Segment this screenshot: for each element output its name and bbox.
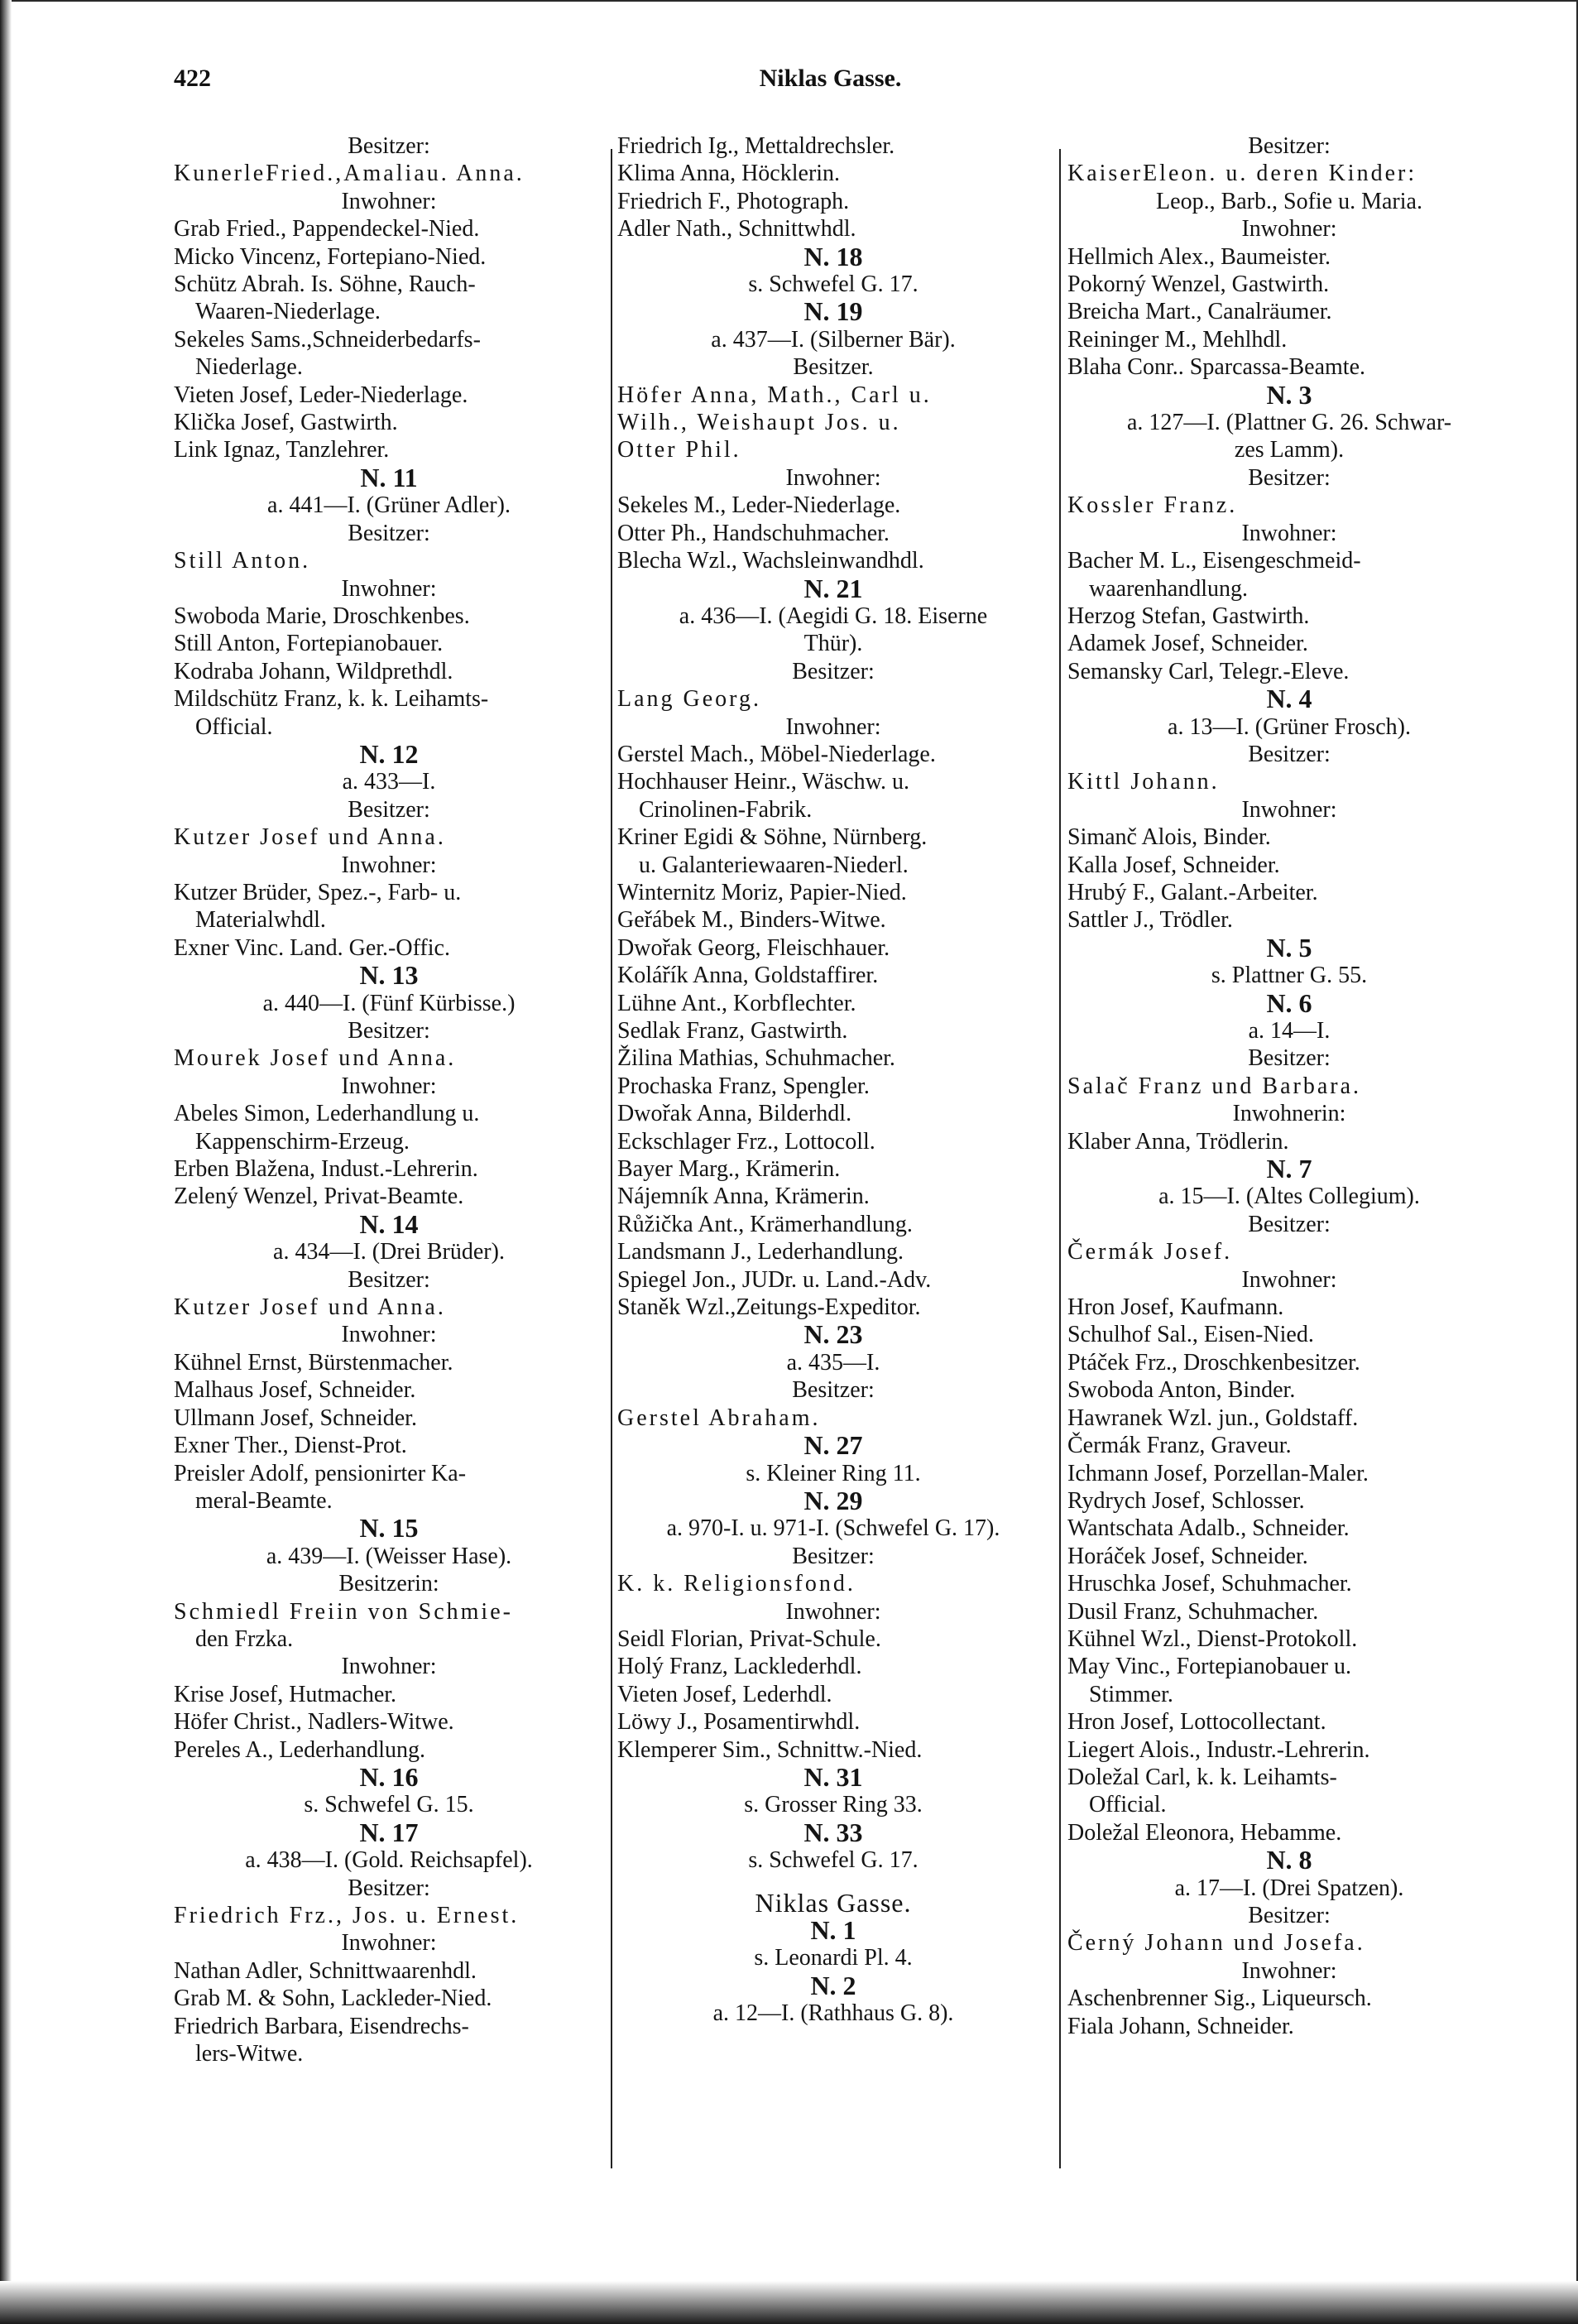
directory-entry: Semansky Carl, Telegr.-Eleve. (1067, 658, 1350, 684)
directory-entry: Grab Fried., Pappendeckel-Nied. (174, 216, 480, 242)
street-heading: Niklas Gasse. (755, 1887, 912, 1918)
directory-entry: Swoboda Marie, Droschkenbes. (174, 603, 470, 629)
house-number-heading: N. 2 (810, 1970, 856, 2000)
directory-entry: Breicha Mart., Canalräumer. (1067, 299, 1332, 325)
directory-subheading: Inwohner: (785, 713, 881, 740)
directory-entry: Mildschütz Franz, k. k. Leihamts- (174, 686, 489, 713)
house-number-heading: N. 29 (803, 1485, 863, 1515)
directory-entry: Adler Nath., Schnittwhdl. (617, 216, 856, 242)
directory-entry: Löwy J., Posamentirwhdl. (617, 1709, 861, 1736)
directory-entry: Wantschata Adalb., Schneider. (1067, 1515, 1350, 1542)
directory-entry: Dwořak Georg, Fleischhauer. (617, 934, 890, 961)
house-number-heading: N. 31 (803, 1761, 863, 1792)
directory-subheading: a. 970-I. u. 971-I. (Schwefel G. 17). (666, 1515, 1000, 1542)
directory-subheading: Besitzer: (348, 1018, 430, 1044)
house-number-heading: N. 21 (803, 573, 863, 603)
directory-entry: Dwořak Anna, Bilderhdl. (617, 1101, 852, 1127)
house-number-heading: N. 3 (1266, 379, 1312, 410)
directory-entry: Pereles A., Lederhandlung. (174, 1736, 426, 1763)
owner-entry: K. k. Religionsfond. (617, 1571, 856, 1597)
running-header (174, 65, 1487, 103)
owner-entry: KunerleFried.,Amaliau. Anna. (174, 161, 525, 187)
directory-subheading: s. Schwefel G. 17. (748, 1847, 919, 1874)
directory-subheading: Besitzer: (1248, 133, 1331, 159)
directory-entry: Höfer Christ., Nadlers-Witwe. (174, 1709, 454, 1736)
directory-subheading: Inwohner: (341, 1930, 437, 1957)
directory-entry: Abeles Simon, Lederhandlung u. (174, 1101, 480, 1127)
directory-subheading: Inwohner: (341, 852, 437, 878)
house-number-heading: N. 27 (803, 1430, 863, 1461)
directory-entry: Klemperer Sim., Schnittw.-Nied. (617, 1736, 923, 1763)
directory-entry: Čermák Franz, Graveur. (1067, 1433, 1292, 1459)
house-number-heading: N. 23 (803, 1319, 863, 1350)
entry-continuation: Kappenschirm-Erzeug. (195, 1128, 410, 1155)
directory-entry: Swoboda Anton, Binder. (1067, 1377, 1296, 1404)
directory-entry: Still Anton, Fortepianobauer. (174, 631, 444, 657)
directory-entry: Liegert Alois., Industr.-Lehrerin. (1067, 1736, 1370, 1763)
owner-entry: KaiserEleon. u. deren Kinder: (1067, 161, 1417, 187)
directory-subheading: Inwohner: (1241, 1957, 1337, 1984)
directory-subheading: Besitzer: (1248, 741, 1331, 767)
directory-entry: Simanč Alois, Binder. (1067, 824, 1271, 851)
directory-subheading: a. 15—I. (Altes Collegium). (1158, 1184, 1420, 1210)
directory-subheading: a. 14—I. (1248, 1018, 1331, 1044)
directory-entry: Dusil Franz, Schuhmacher. (1067, 1598, 1319, 1625)
column-left (174, 132, 604, 2177)
house-number-heading: N. 18 (803, 241, 863, 271)
directory-entry: Herzog Stefan, Gastwirth. (1067, 603, 1310, 629)
entry-continuation: Crinolinen-Fabrik. (639, 796, 813, 823)
entry-continuation: Niederlage. (195, 354, 303, 381)
directory-subheading: a. 437—I. (Silberner Bär). (711, 326, 956, 353)
directory-entry: Sekeles Sams.,Schneiderbedarfs- (174, 326, 481, 353)
directory-subheading: Besitzerin: (338, 1571, 439, 1597)
directory-subheading: Inwohnerin: (1232, 1101, 1346, 1127)
house-number-heading: N. 7 (1266, 1154, 1312, 1184)
directory-entry: Exner Ther., Dienst-Prot. (174, 1433, 407, 1459)
directory-subheading: zes Lamm). (1234, 437, 1345, 463)
house-number-heading: N. 17 (359, 1817, 419, 1847)
owner-entry: Otter Phil. (617, 437, 741, 463)
directory-entry: Sedlak Franz, Gastwirth. (617, 1018, 848, 1044)
directory-subheading: Inwohner: (1241, 1266, 1337, 1293)
directory-subheading: Besitzer: (348, 1875, 430, 1901)
directory-entry: Krise Josef, Hutmacher. (174, 1681, 397, 1707)
house-number-heading: N. 19 (803, 296, 863, 327)
column-rule (1059, 149, 1061, 2168)
directory-subheading: Inwohner: (341, 1654, 437, 1680)
owner-entry: Lang Georg. (617, 686, 761, 713)
street-title: Niklas Gasse. (759, 65, 902, 92)
house-number-heading: N. 14 (359, 1208, 419, 1239)
directory-entry: Friedrich Barbara, Eisendrechs- (174, 2013, 469, 2039)
directory-subheading: Inwohner: (785, 464, 881, 491)
directory-entry: Nájemník Anna, Krämerin. (617, 1184, 870, 1210)
directory-subheading: Besitzer: (348, 796, 430, 823)
directory-subheading: Besitzer: (1248, 1903, 1331, 1928)
directory-subheading: s. Kleiner Ring 11. (746, 1460, 921, 1486)
directory-entry: Ptáček Frz., Droschkenbesitzer. (1067, 1349, 1360, 1376)
directory-entry: Landsmann J., Lederhandlung. (617, 1239, 904, 1265)
spacer (617, 1875, 1049, 1889)
house-number-heading: N. 4 (1266, 684, 1312, 714)
directory-entry: Winternitz Moriz, Papier-Nied. (617, 879, 907, 905)
directory-entry: Preisler Adolf, pensionirter Ka- (174, 1460, 467, 1486)
directory-entry: Blecha Wzl., Wachsleinwandhdl. (617, 548, 924, 574)
column-rule (611, 149, 612, 2168)
directory-entry: Eckschlager Frz., Lottocoll. (617, 1128, 875, 1155)
directory-entry: Kodraba Johann, Wildprethdl. (174, 658, 453, 684)
directory-entry: Otter Ph., Handschuhmacher. (617, 520, 890, 546)
directory-subheading: a. 13—I. (Grüner Frosch). (1168, 713, 1411, 740)
directory-subheading: Inwohner: (341, 188, 437, 214)
page-number: 422 (174, 65, 211, 92)
directory-entry: Zelený Wenzel, Privat-Beamte. (174, 1184, 464, 1210)
directory-subheading: Besitzer: (1248, 464, 1331, 491)
directory-entry: Friedrich Ig., Mettaldrechsler. (617, 133, 895, 159)
directory-entry: Sattler J., Trödler. (1067, 907, 1233, 934)
directory-subheading: a. 439—I. (Weisser Hase). (266, 1543, 512, 1569)
directory-subheading: s. Plattner G. 55. (1211, 963, 1368, 989)
directory-entry: Kühnel Wzl., Dienst-Protokoll. (1067, 1625, 1358, 1652)
directory-subheading: Besitzer: (792, 1543, 875, 1569)
directory-subheading: a. 435—I. (786, 1349, 880, 1376)
house-number-heading: N. 16 (359, 1761, 419, 1792)
directory-subheading: a. 434—I. (Drei Brüder). (273, 1239, 505, 1265)
directory-entry: Ichmann Josef, Porzellan-Maler. (1067, 1460, 1369, 1486)
entry-continuation: den Frzka. (195, 1625, 294, 1652)
directory-entry: Bayer Marg., Krämerin. (617, 1156, 841, 1183)
entry-continuation: waarenhandlung. (1089, 575, 1249, 602)
entry-continuation: Waaren-Niederlage. (195, 299, 381, 325)
directory-entry: Růžička Ant., Krämerhandlung. (617, 1211, 913, 1237)
directory-entry: Pokorný Wenzel, Gastwirth. (1067, 271, 1330, 298)
directory-entry: Exner Vinc. Land. Ger.-Offic. (174, 934, 450, 961)
directory-subheading: Besitzer: (792, 1377, 875, 1404)
directory-entry: Hrubý F., Galant.-Arbeiter. (1067, 879, 1318, 905)
directory-entry: Fiala Johann, Schneider. (1067, 2013, 1294, 2039)
directory-entry: Bacher M. L., Eisengeschmeid- (1067, 548, 1361, 574)
owner-entry: Kutzer Josef und Anna. (174, 1294, 446, 1321)
directory-subheading: Inwohner: (785, 1598, 881, 1625)
directory-subheading: Besitzer: (1248, 1045, 1331, 1072)
directory-entry: Nathan Adler, Schnittwaarenhdl. (174, 1957, 477, 1984)
owner-entry: Still Anton. (174, 548, 311, 574)
directory-entry: Kriner Egidi & Söhne, Nürnberg. (617, 824, 928, 851)
directory-entry: Link Ignaz, Tanzlehrer. (174, 437, 390, 463)
directory-subheading: a. 441—I. (Grüner Adler). (267, 492, 511, 519)
directory-entry: Schulhof Sal., Eisen-Nied. (1067, 1322, 1314, 1348)
directory-entry: Micko Vincenz, Fortepiano-Nied. (174, 243, 487, 270)
directory-entry: Grab M. & Sohn, Lackleder-Nied. (174, 1985, 492, 2012)
directory-entry: Sekeles M., Leder-Niederlage. (617, 492, 901, 519)
owner-entry: Čermák Josef. (1067, 1239, 1233, 1265)
directory-subheading: Besitzer: (348, 520, 430, 546)
directory-subheading: Besitzer. (793, 354, 874, 381)
owner-entry: Černý Johann und Josefa. (1067, 1930, 1365, 1957)
directory-entry: Klaber Anna, Trödlerin. (1067, 1128, 1289, 1155)
directory-entry: Geřábek M., Binders-Witwe. (617, 907, 886, 934)
directory-subheading: s. Schwefel G. 17. (748, 271, 919, 298)
directory-subheading: Besitzer: (348, 133, 430, 159)
directory-subheading: a. 438—I. (Gold. Reichsapfel). (245, 1847, 533, 1874)
directory-subheading: a. 436—I. (Aegidi G. 18. Eiserne (679, 603, 988, 629)
owner-entry: Salač Franz und Barbara. (1067, 1073, 1361, 1099)
house-number-heading: N. 13 (359, 960, 419, 991)
house-number-heading: N. 33 (803, 1817, 863, 1847)
directory-entry: May Vinc., Fortepianobauer u. (1067, 1654, 1352, 1680)
directory-entry: Rydrych Josef, Schlosser. (1067, 1487, 1305, 1514)
directory-entry: Hron Josef, Kaufmann. (1067, 1294, 1284, 1321)
entry-continuation: lers-Witwe. (195, 2041, 304, 2067)
scan-shadow (0, 2281, 1578, 2324)
directory-entry: Lühne Ant., Korbflechter. (617, 990, 856, 1016)
directory-subheading: a. 127—I. (Plattner G. 26. Schwar- (1126, 410, 1452, 436)
directory-subheading: Besitzer: (1248, 1211, 1331, 1237)
house-number-heading: N. 8 (1266, 1845, 1312, 1875)
column-right (1067, 132, 1511, 2177)
directory-subheading: Inwohner: (341, 1322, 437, 1348)
directory-entry: Reininger M., Mehlhdl. (1067, 326, 1288, 353)
directory-entry: Žilina Mathias, Schuhmacher. (617, 1045, 895, 1072)
column-middle (617, 132, 1049, 2177)
directory-entry: Doležal Eleonora, Hebamme. (1067, 1819, 1342, 1846)
directory-entry: Friedrich F., Photograph. (617, 188, 850, 214)
entry-continuation: Materialwhdl. (195, 907, 326, 934)
directory-entry: Gerstel Mach., Möbel-Niederlage. (617, 741, 936, 767)
owner-entry: Friedrich Frz., Jos. u. Ernest. (174, 1903, 520, 1928)
house-number-heading: N. 15 (359, 1513, 419, 1544)
directory-subheading: Thür). (803, 631, 863, 657)
directory-entry: Klička Josef, Gastwirth. (174, 410, 398, 436)
directory-subheading: s. Schwefel G. 15. (304, 1792, 474, 1818)
directory-entry: Hawranek Wzl. jun., Goldstaff. (1067, 1404, 1359, 1431)
directory-subheading: a. 440—I. (Fünf Kürbisse.) (262, 990, 516, 1016)
directory-subheading: Inwohner: (1241, 216, 1337, 242)
directory-subheading: s. Grosser Ring 33. (744, 1792, 923, 1818)
directory-subheading: a. 433—I. (342, 769, 436, 795)
house-number-heading: N. 6 (1266, 987, 1312, 1018)
directory-entry: Kolářík Anna, Goldstaffirer. (617, 963, 879, 989)
directory-entry: Kühnel Ernst, Bürstenmacher. (174, 1349, 453, 1376)
directory-entry: Horáček Josef, Schneider. (1067, 1543, 1308, 1569)
owner-entry: Schmiedl Freiin von Schmie- (174, 1598, 513, 1625)
owner-entry: Höfer Anna, Math., Carl u. (617, 382, 932, 408)
entry-continuation: Stimmer. (1089, 1681, 1173, 1707)
directory-entry: Hruschka Josef, Schuhmacher. (1067, 1571, 1352, 1597)
directory-subheading: Inwohner: (1241, 796, 1337, 823)
directory-entry: Vieten Josef, Leder-Niederlage. (174, 382, 468, 408)
directory-entry: Seidl Florian, Privat-Schule. (617, 1625, 881, 1652)
entry-continuation: Official. (195, 713, 273, 740)
owner-entry: Gerstel Abraham. (617, 1404, 821, 1431)
directory-entry: Prochaska Franz, Spengler. (617, 1073, 870, 1099)
house-number-heading: N. 12 (359, 738, 419, 769)
directory-entry: Hellmich Alex., Baumeister. (1067, 243, 1331, 270)
directory-entry: Kutzer Brüder, Spez.-, Farb- u. (174, 879, 462, 905)
entry-continuation: meral-Beamte. (195, 1487, 333, 1514)
directory-entry: Blaha Conr.. Sparcassa-Beamte. (1067, 354, 1366, 381)
directory-entry: Doležal Carl, k. k. Leihamts- (1067, 1764, 1337, 1790)
directory-entry: Aschenbrenner Sig., Liqueursch. (1067, 1985, 1372, 2012)
owner-entry: Mourek Josef und Anna. (174, 1045, 457, 1072)
directory-entry: Adamek Josef, Schneider. (1067, 631, 1308, 657)
scan-edge (0, 0, 12, 2324)
directory-entry: Kalla Josef, Schneider. (1067, 852, 1280, 878)
owner-entry: Wilh., Weishaupt Jos. u. (617, 410, 901, 436)
directory-entry: Hron Josef, Lottocollectant. (1067, 1709, 1326, 1736)
owner-entry: Kutzer Josef und Anna. (174, 824, 446, 851)
directory-subheading: Leop., Barb., Sofie u. Maria. (1156, 188, 1422, 214)
directory-subheading: a. 12—I. (Rathhaus G. 8). (712, 2000, 954, 2027)
directory-subheading: Besitzer: (348, 1266, 430, 1293)
house-number-heading: N. 11 (360, 462, 418, 492)
owner-entry: Kittl Johann. (1067, 769, 1220, 795)
directory-entry: Schütz Abrah. Is. Söhne, Rauch- (174, 271, 476, 298)
directory-entry: Erben Blažena, Indust.-Lehrerin. (174, 1156, 478, 1183)
owner-entry: Kossler Franz. (1067, 492, 1238, 519)
entry-continuation: u. Galanteriewaaren-Niederl. (639, 852, 909, 878)
directory-entry: Spiegel Jon., JUDr. u. Land.-Adv. (617, 1266, 932, 1293)
directory-subheading: Inwohner: (1241, 520, 1337, 546)
directory-subheading: s. Leonardi Pl. 4. (754, 1945, 913, 1971)
house-number-heading: N. 1 (810, 1915, 856, 1945)
directory-subheading: Inwohner: (341, 1073, 437, 1099)
directory-entry: Vieten Josef, Lederhdl. (617, 1681, 832, 1707)
directory-entry: Klima Anna, Höcklerin. (617, 161, 841, 187)
directory-subheading: Besitzer: (792, 658, 875, 684)
directory-subheading: Inwohner: (341, 575, 437, 602)
directory-subheading: a. 17—I. (Drei Spatzen). (1174, 1875, 1404, 1901)
directory-entry: Holý Franz, Lacklederhdl. (617, 1654, 862, 1680)
directory-entry: Malhaus Josef, Schneider. (174, 1377, 416, 1404)
directory-entry: Ullmann Josef, Schneider. (174, 1404, 417, 1431)
house-number-heading: N. 5 (1266, 932, 1312, 963)
entry-continuation: Official. (1089, 1792, 1167, 1818)
directory-entry: Hochhauser Heinr., Wäschw. u. (617, 769, 910, 795)
directory-entry: Staněk Wzl.,Zeitungs-Expeditor. (617, 1294, 921, 1321)
